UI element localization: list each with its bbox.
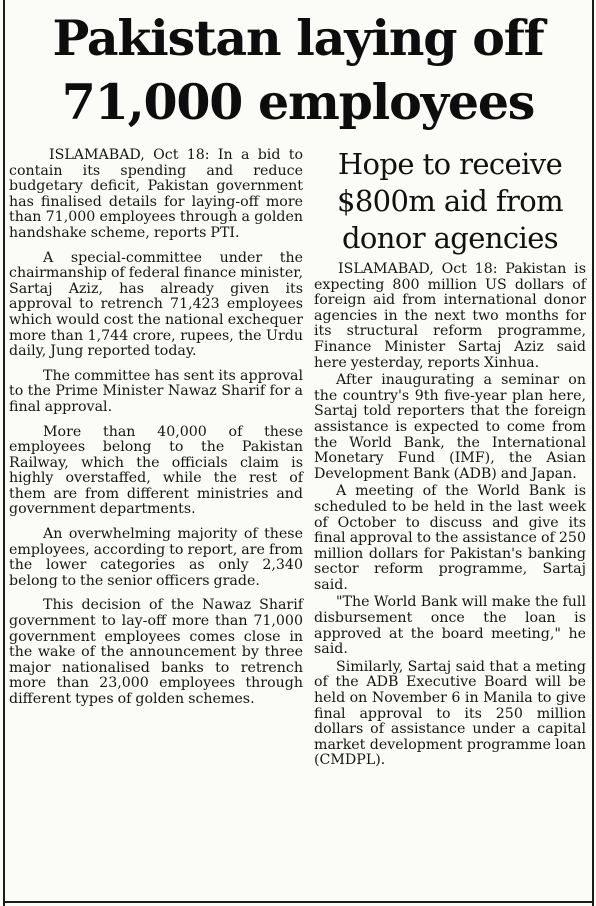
main-paragraph-3: The committee has sent its approval to the Prime Minister Nawaz Sharif for a final approval. [9, 367, 303, 415]
main-article-body [9, 148, 303, 717]
main-headline: Pakistan laying off 71,000 employees [52, 9, 544, 131]
sidebar-article-body [314, 262, 586, 771]
sidebar-paragraph-5: Similarly, Sartaj said that a meting of the ADB Executive Board will be held on November 6 in Manila to give final approval to its 250 million dollars of assistance under a capital market development programme loan (CMDPL). [314, 658, 586, 769]
sidebar-paragraph-4: "The World Bank will make the full disbursement once the loan is approved at the board meeting," he said. [314, 594, 586, 658]
sidebar-paragraph-2: After inaugurating a seminar on the country's 9th five-year plan here, Sartaj told reporters that the foreign assistance is expected to come from the World Bank, the International Monetary Fund (IMF), the Asian Development Bank (ADB) and Japan. [314, 372, 586, 482]
main-paragraph-1: ISLAMABAD, Oct 18: In a bid to contain its spending and reduce budgetary deficit, Pakistan government has finalised details for laying-off more than 71,000 employees through a golden handshake scheme, reports PTI. [9, 147, 303, 241]
main-paragraph-4: More than 40,000 of these employees belong to the Pakistan Railway, which the officials claim is highly overstaffed, while the rest of them are from different ministries and government departments. [9, 423, 303, 518]
clipping-right-rule [592, 0, 594, 906]
main-paragraph-6: This decision of the Nawaz Sharif government to lay-off more than 71,000 government employees comes close in the wake of the announcement by three major nationalised banks to retrench more than 23,000 employees through different types of golden schemes. [9, 597, 303, 707]
main-paragraph-2: A special-committee under the chairmanship of federal finance minister, Sartaj Aziz, has already given its approval to retrench 71,423 employees which would cost the national exchequer more than 1,744 crore, rupees, the Urdu daily, Jung reported today. [9, 249, 303, 360]
sidebar-paragraph-3: A meeting of the World Bank is scheduled to be held in the last week of October to discuss and give its final approval to the assistance of 250 million dollars for Pakistan's banking sector reform programme, Sartaj said. [314, 483, 586, 593]
clipping-left-rule [3, 0, 5, 906]
clipping-bottom-rule [3, 901, 594, 903]
main-paragraph-5: An overwhelming majority of these employees, according to report, are from the lower categories as only 2,340 belong to the senior officers grade. [9, 526, 303, 589]
sidebar-headline: Hope to receive $800m aid from donor agencies [336, 147, 564, 255]
sidebar-paragraph-1: ISLAMABAD, Oct 18: Pakistan is expecting 800 million US dollars of foreign aid from international donor agencies in the next two months for its structural reform programme, Finance Minister Sartaj Aziz said here yesterday, reports Xinhua. [314, 261, 586, 371]
